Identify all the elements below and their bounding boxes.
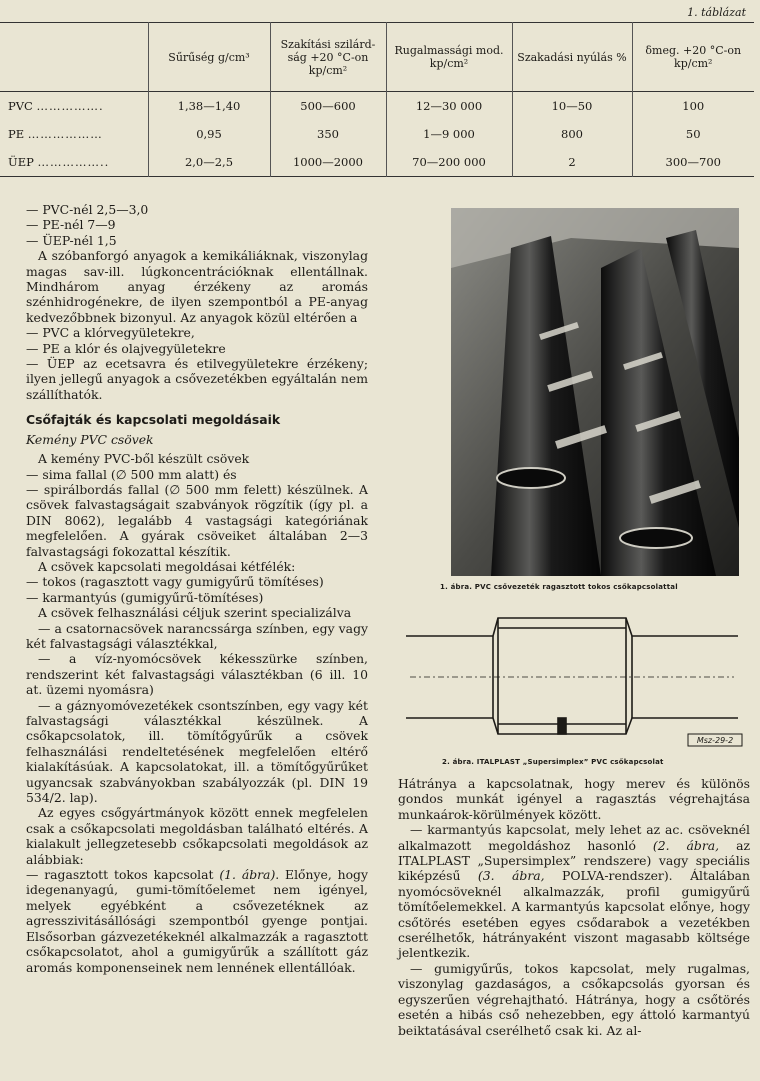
cell-sigma: 50 bbox=[632, 120, 754, 148]
cell-tensile: 1000—2000 bbox=[270, 148, 386, 177]
cell-density: 0,95 bbox=[148, 120, 270, 148]
paragraph: — a víz-nyomócsövek kékesszürke színben, rendszerint két falvastagsági választékban (6 ill. 10 at. üzemi nyomásra) bbox=[26, 651, 368, 698]
paragraph: Az egyes csőgyártmányok között ennek megfelelen csak a csőkapcsolati megoldásban található eltérés. A kialakult jellegzetesebb csőkapcsolati megoldások az alábbiak: bbox=[26, 805, 368, 867]
row-name: PE ……………… bbox=[8, 127, 103, 141]
table-header-row bbox=[0, 23, 754, 92]
figure-reference: (2. ábra, bbox=[652, 837, 720, 853]
paragraph: A kemény PVC-ből készült csövek bbox=[38, 451, 250, 467]
material-properties-table bbox=[0, 22, 754, 177]
paragraph: — PE-nél 7—9 bbox=[26, 217, 116, 233]
pipes-photo-icon bbox=[451, 208, 739, 576]
cell-elongation: 2 bbox=[512, 148, 632, 177]
row-leader: …………….. bbox=[37, 155, 110, 169]
section-heading: Csőfajták és kapcsolati megoldásaik bbox=[26, 412, 281, 428]
cell-density: 2,0—2,5 bbox=[148, 148, 270, 177]
paragraph: — PVC-nél 2,5—3,0 bbox=[26, 202, 149, 217]
table-row bbox=[0, 92, 754, 121]
drawing-stamp: Msz-29-2 bbox=[696, 736, 734, 745]
header-elongation: Szakadási nyúlás % bbox=[512, 23, 632, 92]
cell-sigma: 300—700 bbox=[632, 148, 754, 177]
paragraph: — PE a klór és olajvegyületekre bbox=[26, 340, 226, 356]
paragraph: — ÜEP-nél 1,5 bbox=[26, 232, 117, 248]
paragraph: — karmantyús kapcsolat, mely lehet az ac. csöveknél alkalmazott megoldáshoz hasonló (2. ábra, az ITALPLAST „Supersimplex” rendszere) vagy speciális kiképzésű (3. ábra, POLVA-rendszer). Általában nyomócsöveknél alkalmazzák, profil gumigyűrű tömítőelemekkel. A karmantyús kapcsolat előnye, hogy csőtörés esetében egyes csődarabok a vezetékben cserélhetők, hátrányaként viszont magasabb költsége jelentkezik. bbox=[398, 822, 750, 961]
figure-2-caption: 2. ábra. ITALPLAST „Supersimplex” PVC csőkapcsolat bbox=[442, 758, 664, 766]
cell-density: 1,38—1,40 bbox=[148, 92, 270, 121]
table-row bbox=[0, 120, 754, 148]
figure-reference: (1. ábra) bbox=[219, 867, 276, 883]
figure-reference: (3. ábra, bbox=[477, 868, 545, 884]
cell-modulus: 12—30 000 bbox=[386, 92, 512, 121]
subsection-heading: Kemény PVC csövek bbox=[26, 431, 154, 447]
paragraph: — karmantyús (gumigyűrű-tömítéses) bbox=[26, 589, 264, 605]
coupling-drawing-icon bbox=[398, 610, 750, 750]
cell-modulus: 1—9 000 bbox=[386, 120, 512, 148]
pipeline-photo bbox=[451, 208, 739, 576]
cell-sigma: 100 bbox=[632, 92, 754, 121]
paragraph: — ragasztott tokos kapcsolat (1. ábra). Előnye, hogy idegenanyagú, gumi-tömítőelemet nem igényel, melyek egyébként a csővezetéknek az agresszivitásállósági szempontból gyenge pontjai. Elsősorban gázvezetékeknél alkalmazzák a ragasztott csőkapcsolatot, ahol a gumigyűrűk a szállított gáz aromás komponenseinek nem lennének ellentállóak. bbox=[26, 867, 368, 975]
cell-tensile: 350 bbox=[270, 120, 386, 148]
row-name: ÜEP …………….. bbox=[8, 155, 110, 169]
paragraph: Hátránya a kapcsolatnak, hogy merev és különös gondos munkát igényel a ragasztás végrehajtása munkaárok-körülmények között. bbox=[398, 776, 750, 822]
cell-elongation: 10—50 bbox=[512, 92, 632, 121]
paragraph: — PVC a klórvegyületekre, bbox=[26, 325, 195, 341]
paragraph: A szóbanforgó anyagok a kemikáliáknak, viszonylag magas sav-ill. lúgkoncentrációknak ellentállnak. Mindhárom anyag érzékeny az aromás szénhidrogénekre, de ilyen szempontból a PE-anyag kedvezőbbnek bizonyul. Az anyagok közül eltérően a bbox=[26, 248, 368, 325]
header-tensile: Szakítási szilárd-ság +20 °C-on kp/cm² bbox=[270, 23, 386, 92]
paragraph: — spirálbordás fallal (∅ 500 mm felett) készülnek. A csövek falvastagságait szabványok rögzítik (így pl. a DIN 8062), legalább 4 vastagsági kategóriának megfelelően. A gyárak csöveiket általában 2—3 falvastagsági fokozattal készítik. bbox=[26, 481, 368, 559]
header-density: Sűrűség g/cm³ bbox=[148, 23, 270, 92]
table-label: 1. táblázat bbox=[687, 6, 746, 19]
row-name: PVC ……………. bbox=[8, 99, 104, 113]
left-text-column bbox=[26, 202, 368, 975]
header-modulus: Rugalmassági mod. kp/cm² bbox=[386, 23, 512, 92]
right-text-column bbox=[398, 776, 750, 1038]
paragraph: — gumigyűrűs, tokos kapcsolat, mely rugalmas, viszonylag gazdaságos, a csőkapcsolás gyorsan és egyszerűen végrehajtható. Hátránya, hogy a csőtörés esetén a hibás cső nehezebben, egy áttoló karmantyú beiktatásával cserélhető csak ki. Az al- bbox=[398, 960, 750, 1038]
paragraph: — sima fallal (∅ 500 mm alatt) és bbox=[26, 466, 237, 482]
row-leader: ……………… bbox=[27, 127, 103, 141]
paragraph: — ÜEP az ecetsavra és etilvegyületekre érzékeny; ilyen jellegű anyagok a csővezetékben egyáltalán nem szállíthatók. bbox=[26, 356, 368, 402]
figure-1-caption: 1. ábra. PVC csővezeték ragasztott tokos csőkapcsolattal bbox=[440, 583, 678, 591]
paragraph: A csövek felhasználási céljuk szerint specializálva bbox=[38, 605, 352, 621]
paragraph: — a gáznyomóvezetékek csontszínben, egy vagy két falvastagsági választékkal készülnek. A csőkapcsolatok, ill. tömítőgyűrűk a csövek felhasználási rendeltetésének megfelelően eltérő kialakításúak. A kapcsolatokat, ill. a tömítőgyűrűket ugyancsak szabványokban szabályozzák (pl. DIN 19 534/2. lap). bbox=[26, 697, 368, 806]
header-sigma: δmeg. +20 °C-on kp/cm² bbox=[632, 23, 754, 92]
paragraph: — a csatornacsövek narancssárga színben, egy vagy két falvastagsági választékkal, bbox=[26, 620, 368, 651]
paragraph: — tokos (ragasztott vagy gumigyűrű tömítéses) bbox=[26, 574, 324, 590]
cell-elongation: 800 bbox=[512, 120, 632, 148]
cell-modulus: 70—200 000 bbox=[386, 148, 512, 177]
header-empty bbox=[0, 23, 148, 92]
table-row bbox=[0, 148, 754, 177]
paragraph: A csövek kapcsolati megoldásai kétfélék: bbox=[38, 558, 296, 574]
cell-tensile: 500—600 bbox=[270, 92, 386, 121]
row-leader: ……………. bbox=[36, 99, 104, 113]
